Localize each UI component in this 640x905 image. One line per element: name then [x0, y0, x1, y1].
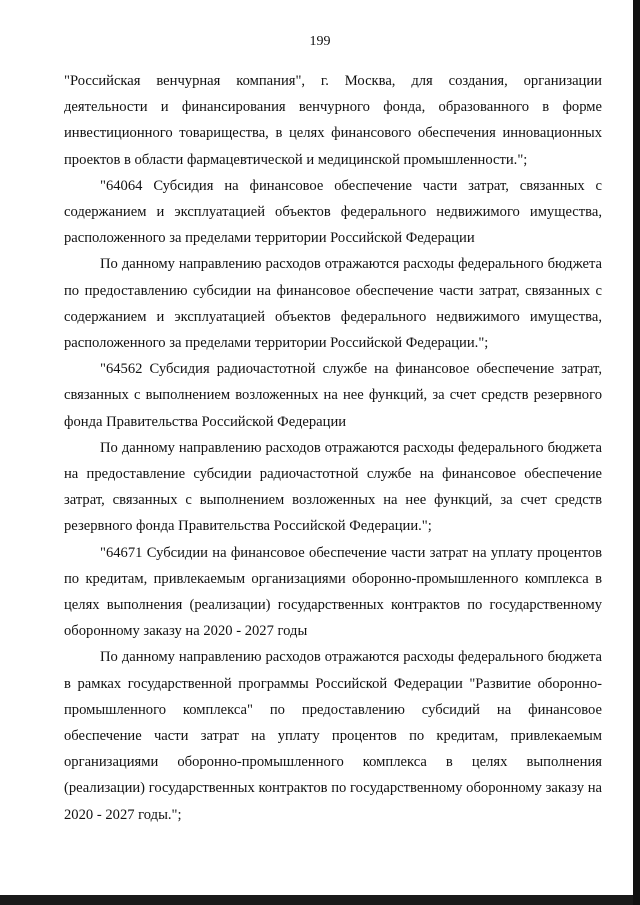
paragraph-1: "Российская венчурная компания", г. Москва, для создания, организации деятельности и финансирования венчурного фонда, образованного в форме инвестиционного товарищества, в целях финансового обеспечения инновационных проектов в области фармацевтической и медицинской промышленности.";: [64, 73, 602, 168]
paragraph-4: "64562 Субсидия радиочастотной службе на финансовое обеспечение затрат, связанных с выполнением возложенных на нее функций, за счет средств резервного фонда Правительства Российской Федерации: [64, 361, 602, 430]
paragraph-3: По данному направлению расходов отражаются расходы федерального бюджета по предоставлению субсидии на финансовое обеспечение части затрат, связанных с содержанием и эксплуатацией объектов федерального недвижимого имущества, расположенного за пределами территории Российской Федерации.";: [64, 256, 602, 352]
page-number: 199: [309, 34, 331, 49]
paragraph-2: "64064 Субсидия на финансовое обеспечение части затрат, связанных с содержанием и эксплуатацией объектов федерального недвижимого имущества, расположенного за пределами территории Российской Федерации: [64, 177, 602, 247]
paragraph-5: По данному направлению расходов отражаются расходы федерального бюджета на предоставление субсидии радиочастотной службе на финансовое обеспечение затрат, связанных с выполнением возложенных на нее функций, за счет средств резервного фонда Правительства Российской Федерации.";: [64, 439, 602, 535]
paragraph-6: "64671 Субсидии на финансовое обеспечение части затрат на уплату процентов по кредитам, привлекаемым организациями оборонно-промышленного комплекса в целях выполнения (реализации) государственных контрактов по государственному оборонному заказу на 2020 - 2027 годы: [64, 544, 602, 640]
scan-edge-bottom: [0, 895, 640, 905]
scan-edge-right: [633, 0, 640, 905]
paragraph-7: По данному направлению расходов отражаются расходы федерального бюджета в рамках государственной программы Российской Федерации "Развитие оборонно-промышленного комплекса" по предоставлению субсидий на финансовое обеспечение части затрат на уплату процентов по кредитам, привлекаемым организациями оборонно-промышленного комплекса в целях выполнения (реализации) государственных контрактов по государственному оборонному заказу на 2020 - 2027 годы.";: [64, 649, 602, 823]
document-body: [64, 68, 602, 828]
